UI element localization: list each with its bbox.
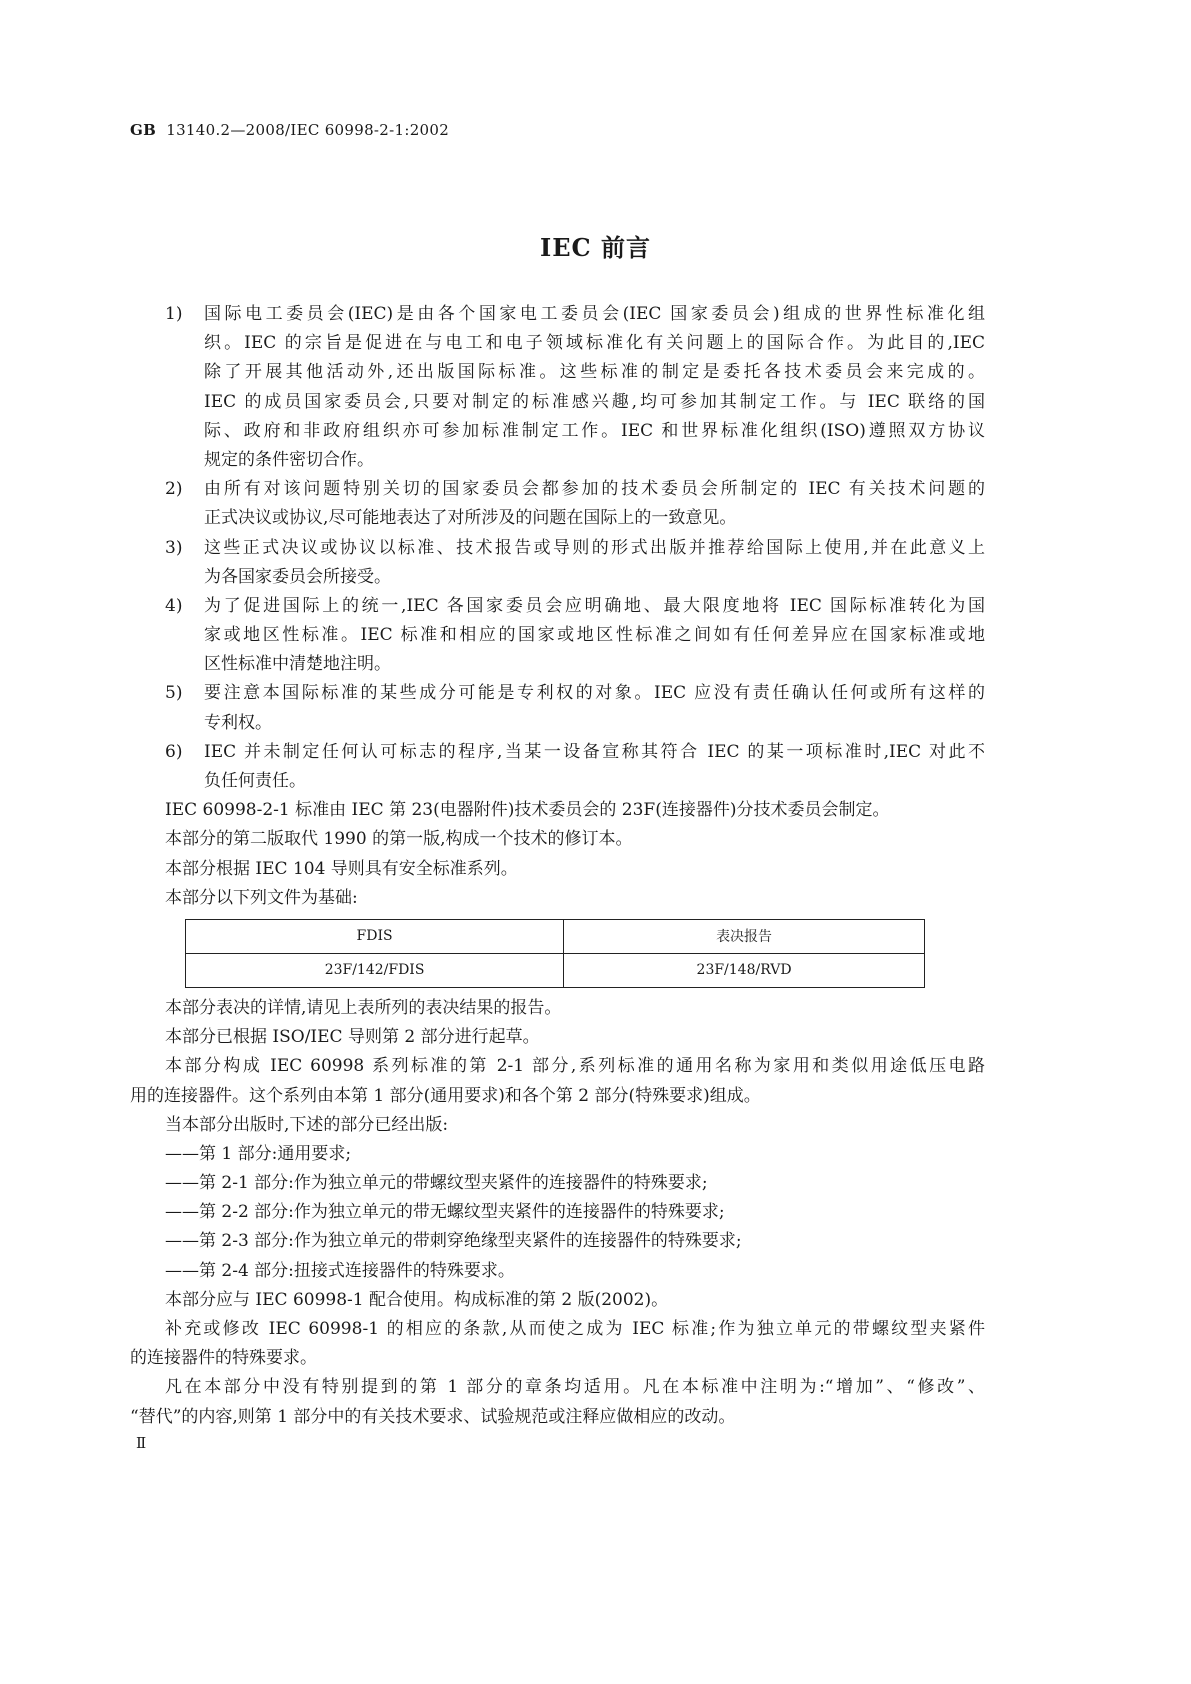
paragraph <box>130 1315 985 1373</box>
list-item-line: 为了促进国际上的统一,IEC 各国家委员会应明确地、最大限度地将 IEC 国际标准转化为国 4) <box>130 592 985 621</box>
list-item-number: 2) <box>165 479 183 500</box>
paragraph <box>130 1373 985 1431</box>
table-cell: 23F/142/FDIS <box>186 953 564 987</box>
table-header-cell: FDIS <box>186 919 564 953</box>
document-header <box>130 121 449 139</box>
table-cell: 23F/148/RVD <box>564 953 925 987</box>
list-item-line: 国际电工委员会(IEC)是由各个国家电工委员会(IEC 国家委员会)组成的世界性标准化组 1) <box>130 300 985 329</box>
list-item-number: 1) <box>165 304 183 324</box>
list-item-line: 这些正式决议或协议以标准、技术报告或导则的形式出版并推荐给国际上使用,并在此意义上 3) <box>130 534 985 563</box>
voting-table <box>185 919 925 988</box>
paragraph <box>130 994 985 1023</box>
paragraph <box>130 855 985 884</box>
paragraph <box>130 1023 985 1052</box>
dash-item: ——第 2-2 部分:作为独立单元的带无螺纹型夹紧件的连接器件的特殊要求; <box>165 1202 725 1223</box>
paragraph-line: 凡在本部分中没有特别提到的第 1 部分的章条均适用。凡在本标准中注明为:“增加”、“修改”、 <box>165 1377 985 1398</box>
standard-code: GB <box>130 121 157 139</box>
dash-item: ——第 2-3 部分:作为独立单元的带刺穿绝缘型夹紧件的连接器件的特殊要求; <box>165 1231 742 1252</box>
list-item-number: 4) <box>165 595 183 616</box>
paragraph <box>130 1286 985 1315</box>
list-item-line: 要注意本国际标准的某些成分可能是专利权的对象。IEC 应没有责任确认任何或所有这样的 5) <box>130 679 985 708</box>
paragraph-line: 本部分应与 IEC 60998-1 配合使用。构成标准的第 2 版(2002)。 <box>165 1289 669 1310</box>
dash-item: ——第 1 部分:通用要求; <box>165 1143 352 1164</box>
list-item-line: 规定的条件密切合作。 <box>204 449 374 470</box>
paragraph-line: 本部分表决的详情,请见上表所列的表决结果的报告。 <box>165 997 562 1018</box>
paragraphs-a <box>130 796 985 913</box>
list-item-line: 由所有对该问题特别关切的国家委员会都参加的技术委员会所制定的 IEC 有关技术问题的 2) <box>130 475 985 504</box>
paragraph-line: 的连接器件的特殊要求。 <box>130 1348 317 1369</box>
list-item-line: 除了开展其他活动外,还出版国际标准。这些标准的制定是委托各技术委员会来完成的。 <box>204 362 985 383</box>
list-item-line: IEC 的成员国家委员会,只要对制定的标准感兴趣,均可参加其制定工作。与 IEC 联络的国 <box>204 391 985 412</box>
list-item <box>130 738 985 796</box>
paragraph-line: IEC 60998-2-1 标准由 IEC 第 23(电器附件)技术委员会的 23F(连接器件)分技术委员会制定。 <box>165 800 890 821</box>
dash-item: ——第 2-1 部分:作为独立单元的带螺纹型夹紧件的连接器件的特殊要求; <box>165 1173 708 1194</box>
paragraph-line: 用的连接器件。这个系列由本第 1 部分(通用要求)和各个第 2 部分(特殊要求)组成。 <box>130 1085 761 1106</box>
paragraph-line: “替代”的内容,则第 1 部分中的有关技术要求、试验规范或注释应做相应的改动。 <box>130 1406 736 1427</box>
numbered-list <box>130 300 985 796</box>
paragraph <box>130 796 985 825</box>
page-number: Ⅱ <box>136 1434 147 1452</box>
dash-item: ——第 2-4 部分:扭接式连接器件的特殊要求。 <box>165 1260 515 1281</box>
list-item-line: 为各国家委员会所接受。 <box>204 566 391 587</box>
list-item-line: 际、政府和非政府组织亦可参加标准制定工作。IEC 和世界标准化组织(ISO)遵照双方协议 <box>204 420 985 441</box>
list-item-number: 3) <box>165 537 183 558</box>
paragraph <box>130 825 985 854</box>
list-item <box>130 592 985 680</box>
list-item-line: IEC 并未制定任何认可标志的程序,当某一设备宣称其符合 IEC 的某一项标准时,IEC 对此不 6) <box>130 738 985 767</box>
paragraphs-b <box>130 994 985 1140</box>
list-item-line: 区性标准中清楚地注明。 <box>204 654 391 675</box>
dash-list <box>130 1140 985 1286</box>
paragraph <box>130 1052 985 1110</box>
paragraph-line: 本部分根据 IEC 104 导则具有安全标准系列。 <box>165 858 518 879</box>
list-item-number: 5) <box>165 683 183 704</box>
paragraph-line: 本部分构成 IEC 60998 系列标准的第 2-1 部分,系列标准的通用名称为家用和类似用途低压电路 <box>165 1056 985 1077</box>
list-item-line: 正式决议或协议,尽可能地表达了对所涉及的问题在国际上的一致意见。 <box>204 508 737 529</box>
list-item-line: 织。IEC 的宗旨是促进在与电工和电子领域标准化有关问题上的国际合作。为此目的,IEC <box>204 333 985 354</box>
table-row <box>186 953 925 987</box>
paragraph <box>130 884 985 913</box>
document-body <box>130 300 985 1432</box>
paragraph-line: 本部分以下列文件为基础: <box>165 887 358 908</box>
list-item <box>130 679 985 737</box>
list-item-line: 家或地区性标准。IEC 标准和相应的国家或地区性标准之间如有任何差异应在国家标准或地 <box>204 625 985 646</box>
table-header-cell: 表决报告 <box>564 919 925 953</box>
standard-number: 13140.2—2008/IEC 60998-2-1:2002 <box>166 121 450 139</box>
list-item-line: 专利权。 <box>204 712 272 733</box>
paragraph-line: 补充或修改 IEC 60998-1 的相应的条款,从而使之成为 IEC 标准;作为独立单元的带螺纹型夹紧件 <box>165 1319 985 1339</box>
paragraph-line: 当本部分出版时,下述的部分已经出版: <box>165 1114 449 1135</box>
table-header-row <box>186 919 925 953</box>
list-item <box>130 475 985 533</box>
list-item <box>130 300 985 475</box>
paragraphs-c <box>130 1286 985 1432</box>
paragraph-line: 本部分的第二版取代 1990 的第一版,构成一个技术的修订本。 <box>165 829 633 850</box>
list-item-line: 负任何责任。 <box>204 771 306 791</box>
page-title: IEC 前言 <box>540 233 651 262</box>
paragraph-line: 本部分已根据 ISO/IEC 导则第 2 部分进行起草。 <box>165 1027 540 1048</box>
list-item-number: 6) <box>165 741 183 762</box>
list-item <box>130 534 985 592</box>
paragraph <box>130 1111 985 1140</box>
